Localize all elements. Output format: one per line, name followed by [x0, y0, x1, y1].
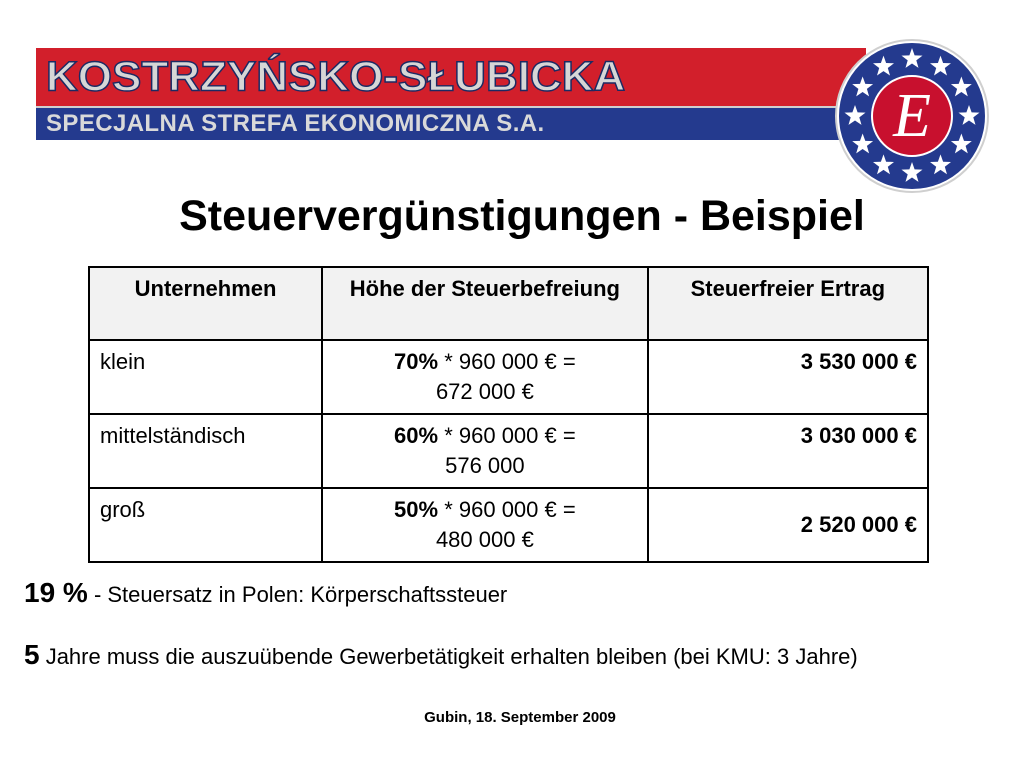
company-logo-banner — [36, 48, 866, 140]
tax-benefit-table — [88, 266, 929, 563]
note-text: - Steuersatz in Polen: Körperschaftssteuer — [87, 582, 508, 607]
exemption-calc-cell — [322, 488, 648, 562]
logo-blue-band — [36, 106, 866, 140]
note-text: Jahre muss die auszuübende Gewerbetätigkeit erhalten bleiben (bei KMU: 3 Jahre) — [39, 644, 858, 669]
note-value: 5 — [24, 639, 40, 670]
emblem-letter: E — [893, 82, 931, 150]
exemption-percent: 70% — [394, 349, 439, 374]
table-header-row — [89, 267, 928, 340]
exemption-result: 576 000 — [445, 453, 525, 478]
table-row — [89, 340, 928, 414]
logo-company-name: KOSTRZYŃSKO-SŁUBICKA — [46, 53, 626, 100]
table-row — [89, 488, 928, 562]
column-header-taxfree-income: Steuerfreier Ertrag — [648, 267, 928, 340]
taxfree-amount-cell: 2 520 000 € — [648, 488, 928, 562]
corporate-tax-note — [24, 578, 507, 610]
column-header-company: Unternehmen — [89, 267, 322, 340]
exemption-calc-cell — [322, 340, 648, 414]
logo-red-band — [36, 48, 866, 106]
business-duration-note — [24, 640, 858, 672]
exemption-percent: 50% — [394, 497, 439, 522]
page-title: Steuervergünstigungen - Beispiel — [179, 192, 865, 240]
exemption-result: 480 000 € — [435, 527, 534, 552]
company-size-cell: mittelständisch — [89, 414, 322, 488]
exemption-percent: 60% — [394, 423, 439, 448]
company-size-cell: klein — [89, 340, 322, 414]
exemption-result: 672 000 € — [435, 379, 534, 404]
company-size-cell: groß — [89, 488, 322, 562]
logo-company-subtitle: SPECJALNA STREFA EKONOMICZNA S.A. — [46, 110, 545, 137]
footer-place-date: Gubin, 18. September 2009 — [424, 709, 616, 726]
exemption-formula: * 960 000 € = — [438, 423, 576, 448]
exemption-formula: * 960 000 € = — [438, 349, 576, 374]
eu-stars-emblem-icon — [834, 38, 990, 194]
taxfree-amount-cell: 3 530 000 € — [648, 340, 928, 414]
note-value: 19 % — [24, 577, 88, 608]
exemption-formula: * 960 000 € = — [438, 497, 576, 522]
table-row — [89, 414, 928, 488]
column-header-exemption: Höhe der Steuerbefreiung — [322, 267, 648, 340]
exemption-calc-cell — [322, 414, 648, 488]
taxfree-amount-cell: 3 030 000 € — [648, 414, 928, 488]
